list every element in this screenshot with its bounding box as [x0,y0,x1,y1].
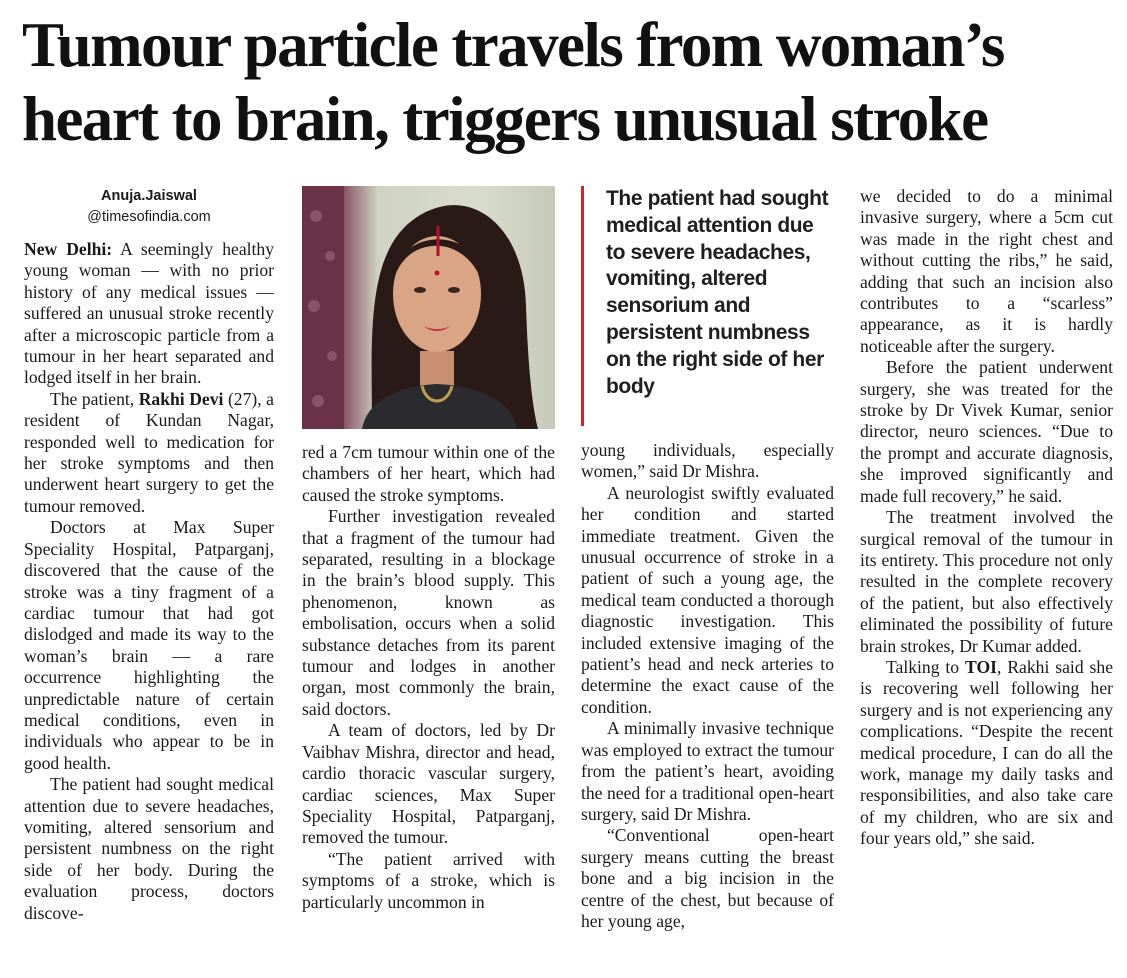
paragraph-talking-to-toi: Talking to TOI, Rakhi said she is recovering well following her surgery and is not experiencing any complications. “Despite the recent medical procedure, I can do all the work, manage my daily tasks and responsibilities, and also take care of my children, who are six and four years old,” she said. [860,656,1113,849]
column-1 [24,186,274,924]
pull-quote: The patient had sought medical attention due to severe headaches, vomiting, altered sensorium and persistent numbness on the right side of her body [581,186,834,426]
toi-label: TOI [965,656,997,677]
paragraph-treatment: The treatment involved the surgical removal of the tumour in its entirety. This procedure not only resulted in the complete recovery of the patient, but also effectively eliminated the possibility of future brain strokes, Dr Kumar added. [860,507,1113,656]
paragraph-team: A team of doctors, led by Dr Vaibhav Mishra, director and head, cardio thoracic vascular surgery, cardiac sciences, Max Super Speciality Hospital, Patparganj, removed the tumour. [302,720,555,848]
paragraph-symptoms-cont: red a 7cm tumour within one of the chambers of her heart, which had caused the stroke symptoms. [302,442,555,505]
paragraph-conventional: “Conventional open-heart surgery means cutting the breast bone and a big incision in the centre of the chest, but because of her young age, [581,825,834,931]
headline-line-1: Tumour particle travels from woman’s [22,10,1004,80]
column-3 [581,186,834,932]
patient-name: Rakhi Devi [138,388,224,409]
paragraph-intro: New Delhi: A seemingly healthy young woman — with no prior history of any medical issues — suffered an unusual stroke recently after a microscopic particle from a tumour in her heart separated and lodged itself in her brain. [24,239,274,388]
paragraph-technique: A minimally invasive technique was employed to extract the tumour from the patient’s heart, avoiding the need for a traditional open-heart surgery, said Dr Mishra. [581,718,834,824]
headline [22,8,1112,156]
byline [24,186,274,228]
paragraph-conventional-cont: we decided to do a minimal invasive surgery, where a 5cm cut was made in the right chest and without cutting the ribs,” he said, adding that such an incision also contributes to a “scarless” appearance, as it is hardly noticeable after the surgery. [860,186,1113,356]
paragraph-quote-mishra: “The patient arrived with symptoms of a stroke, which is particularly uncommon in [302,848,555,912]
portrait-image [302,186,555,429]
paragraph-quote-mishra-cont: young individuals, especially women,” said Dr Mishra. [581,440,834,482]
paragraph-investigation: Further investigation revealed that a fragment of the tumour had separated, resulting in a blockage in the brain’s blood supply. This phenomenon, known as embolisation, occurs when a solid substance detaches from its parent tumour and lodges in another organ, most commonly the brain, said doctors. [302,506,555,719]
byline-handle: @timesofindia.com [87,209,211,225]
paragraph-symptoms: The patient had sought medical attention due to severe headaches, vomiting, altered sensorium and persistent numbness on the right side of her body. During the evaluation process, doctors discove- [24,774,274,923]
column-4 [860,186,1113,850]
paragraph-doctors: Doctors at Max Super Speciality Hospital, Patparganj, discovered that the cause of the stroke was a tiny fragment of a cardiac tumour that had got dislodged and made its way to the woman’s brain — a rare occurrence highlighting the unpredictable nature of certain medical conditions, even in individuals who appear to be in good health. [24,517,274,773]
byline-author: Anuja.Jaiswal [101,188,197,204]
patient-photo [302,186,555,429]
paragraph-neurologist: A neurologist swiftly evaluated her condition and started immediate treatment. Given the unusual occurrence of stroke in a patient of such a young age, the medical team conducted a thorough diagnostic investigation. This included extensive imaging of the patient’s head and neck arteries to determine the exact cause of the condition. [581,482,834,717]
paragraph-before-surgery: Before the patient underwent surgery, she was treated for the stroke by Dr Vivek Kumar, senior director, neuro sciences. “Due to the prompt and accurate diagnosis, she improved significantly and made full recovery,” he said. [860,357,1113,506]
dateline: New Delhi: [24,239,113,259]
column-2 [302,186,555,913]
paragraph-patient: The patient, Rakhi Devi (27), a resident of Kundan Nagar, responded well to medication for her stroke symptoms and then underwent heart surgery to get the tumour removed. [24,388,274,516]
headline-line-2: heart to brain, triggers unusual stroke [22,84,988,154]
